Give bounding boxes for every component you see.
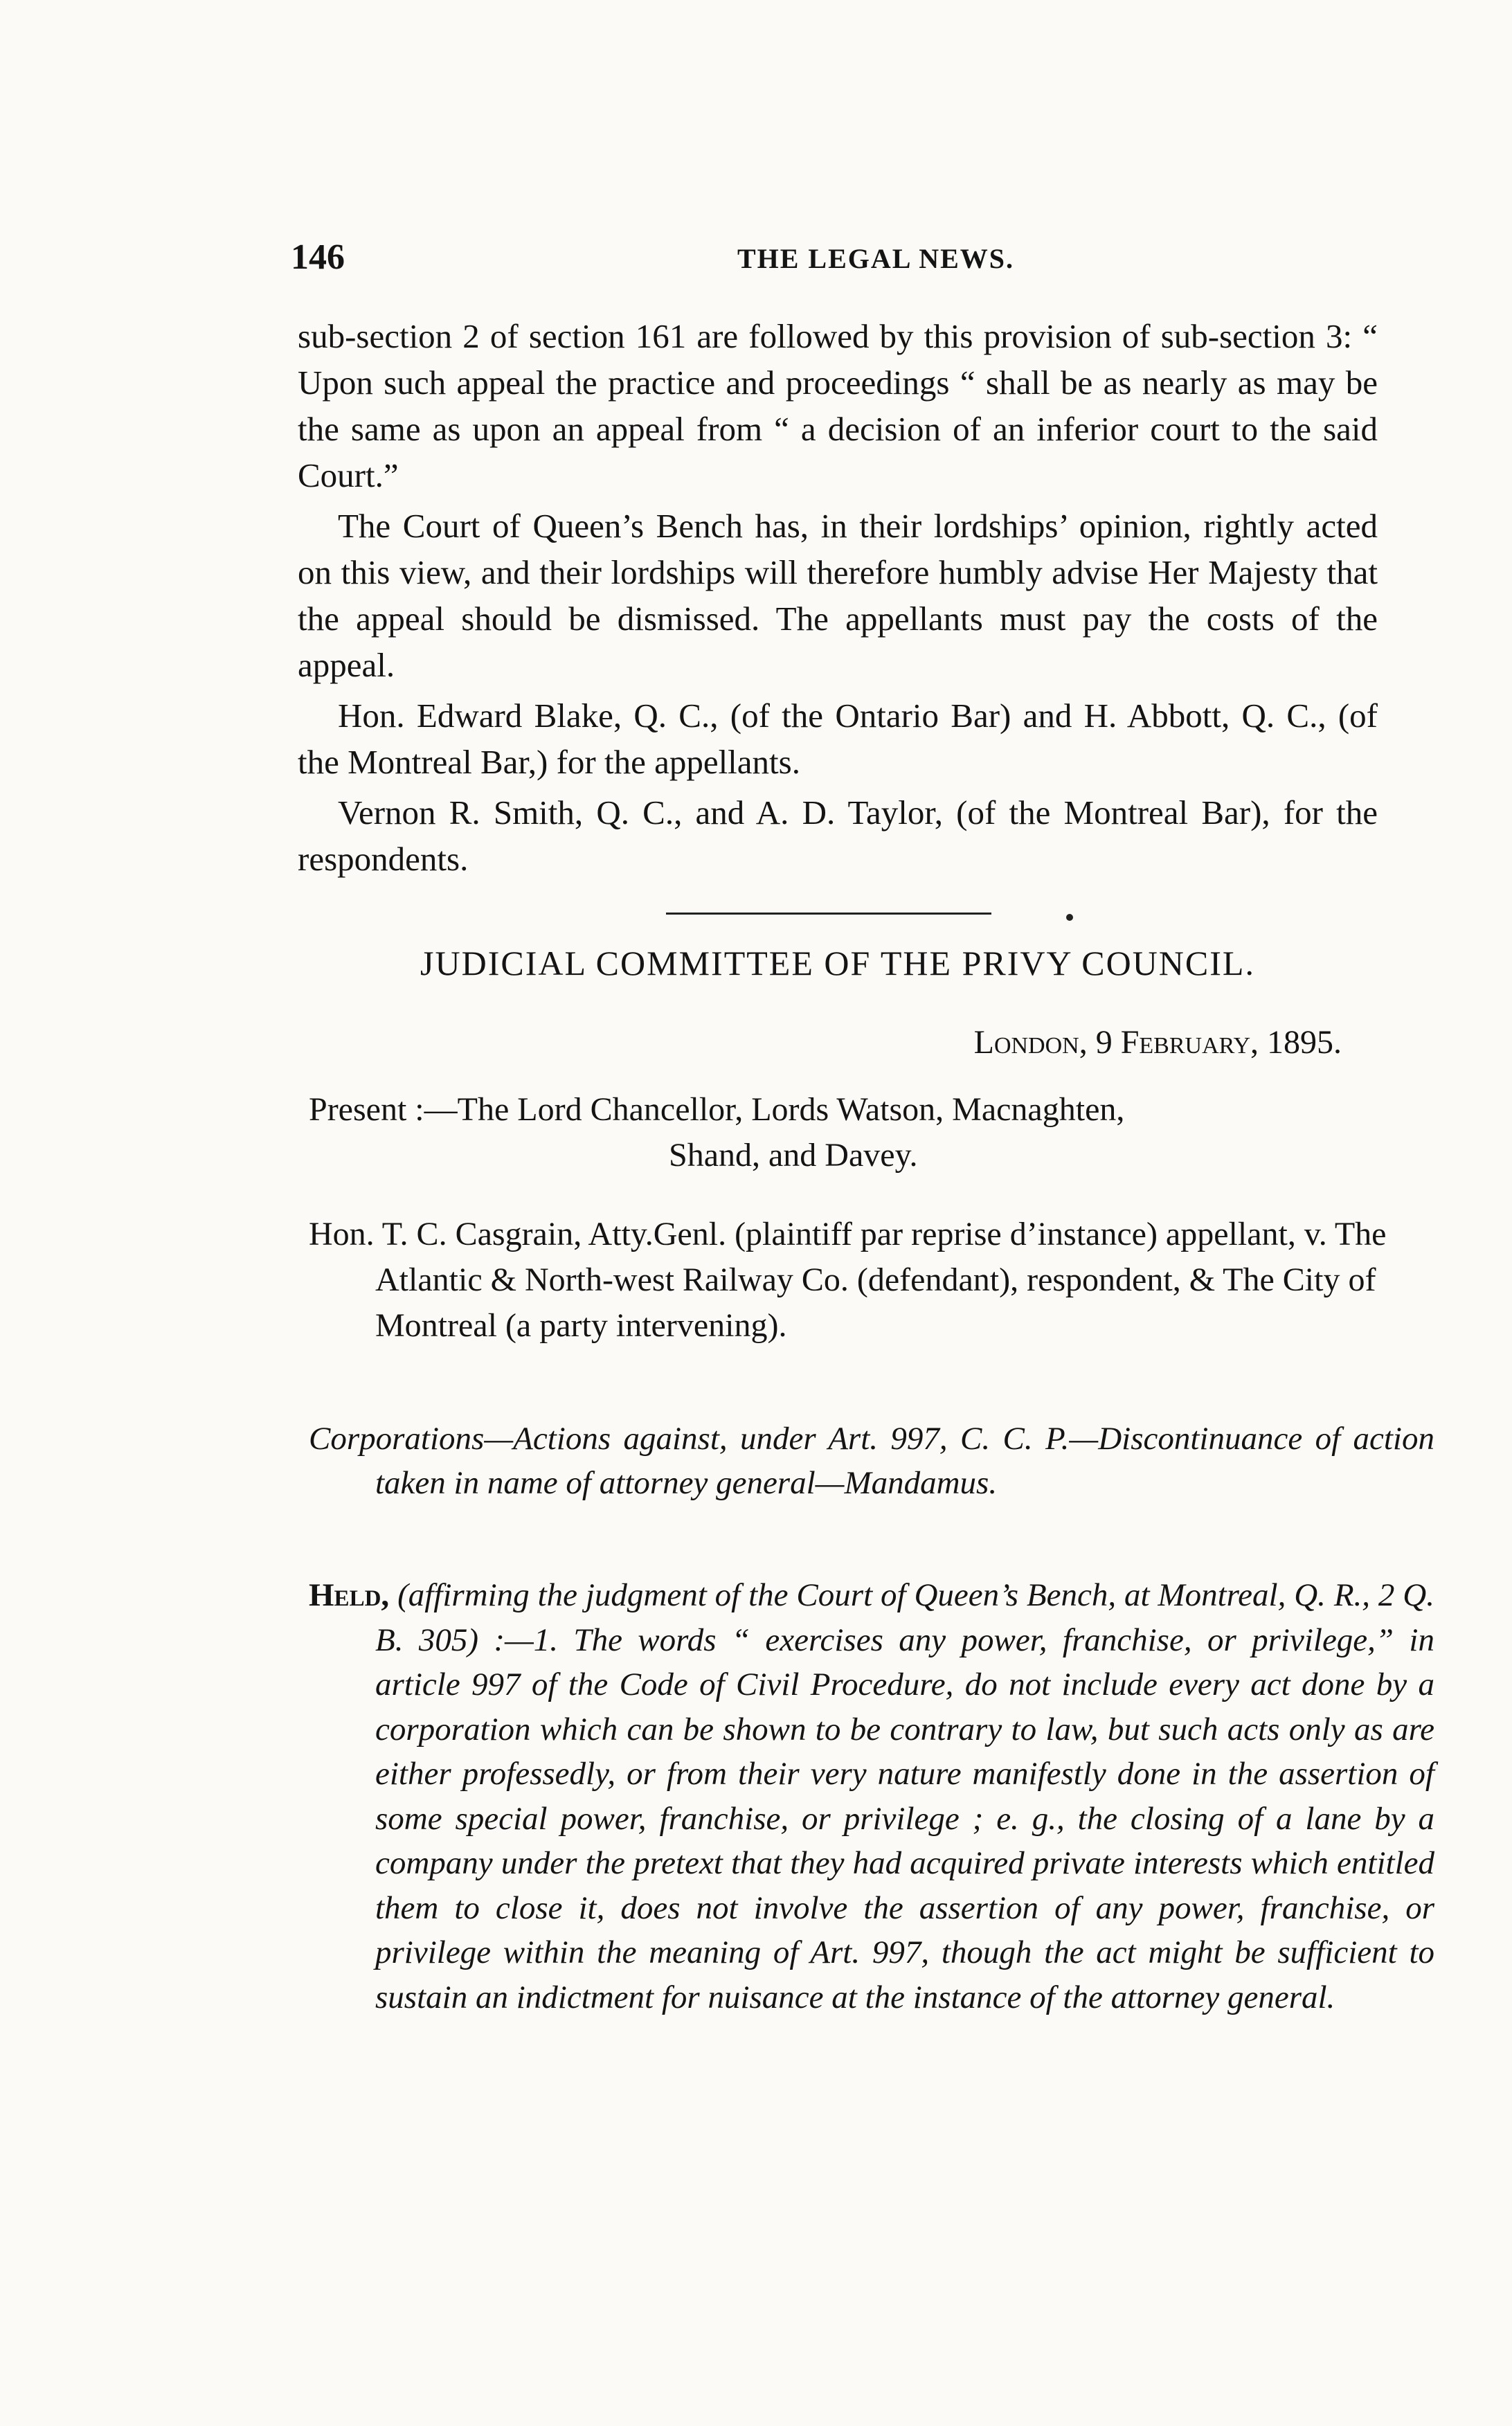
running-title: THE LEGAL NEWS.: [737, 243, 1015, 274]
paragraph-counsel-appellants: Hon. Edward Blake, Q. C., (of the Ontario Bar) and H. Abbott, Q. C., (of the Montreal Bar,) for the appellants.: [298, 697, 1378, 781]
present-line-1: Present :—The Lord Chancellor, Lords Watson, Macnaghten,: [309, 1091, 1125, 1128]
page-header: [291, 237, 1385, 278]
catchwords: Corporations—Actions against, under Art. 997, C. C. P.—Discontinuance of action taken in name of attorney general—Mandamus.: [309, 1421, 1434, 1501]
divider-dot: [1066, 914, 1073, 921]
case-parties: Hon. T. C. Casgrain, Atty.Genl. (plaintiff par reprise d’instance) appellant, v. The Atlantic & North-west Railway Co. (defendant), respondent, & The City of Montreal (a party intervening).: [309, 1216, 1387, 1344]
held-label: Held,: [309, 1577, 390, 1613]
held-paragraph: [309, 1573, 1434, 2020]
dateline: London, 9 February, 1895.: [973, 1024, 1342, 1061]
present-line-2: Shand, and Davey.: [669, 1137, 918, 1174]
continued-text: [298, 313, 1378, 882]
court-heading: JUDICIAL COMMITTEE OF THE PRIVY COUNCIL.: [420, 944, 1255, 982]
paragraph-continuation: sub-section 2 of section 161 are followed by this provision of sub-section 3: “ Upon such appeal the practice and proceedings “ shall be as nearly as may be the same as upon an appeal from “ a decision of an inferior court to the said Court.”: [298, 317, 1378, 494]
paragraph-counsel-respondents: Vernon R. Smith, Q. C., and A. D. Taylor, (of the Montreal Bar), for the respondents.: [298, 793, 1378, 878]
paragraph-judgment: The Court of Queen’s Bench has, in their lordships’ opinion, rightly acted on this view, and their lordships will therefore humbly advise Her Majesty that the appeal should be dismissed. The appellants must pay the costs of the appeal.: [298, 507, 1378, 684]
section-divider: [666, 913, 991, 915]
held-text: (affirming the judgment of the Court of Queen’s Bench, at Montreal, Q. R., 2 Q. B. 305) :—1. The words “ exercises any power, franchise, or privilege,” in article 997 of the Code of Civil Procedure, do not include every act done by a corporation which can be shown to be contrary to law, but such acts only as are either professedly, or from their very nature manifestly done in the assertion of some special power, franchise, or privilege ; e. g., the closing of a lane by a company under the pretext that they had acquired private interests which entitled them to close it, does not involve the assertion of any power, franchise, or privilege within the meaning of Art. 997, though the act might be sufficient to sustain an indictment for nuisance at the instance of the attorney general.: [375, 1577, 1434, 2015]
page-number: 146: [291, 237, 345, 277]
present-judges: [309, 1087, 1375, 1178]
